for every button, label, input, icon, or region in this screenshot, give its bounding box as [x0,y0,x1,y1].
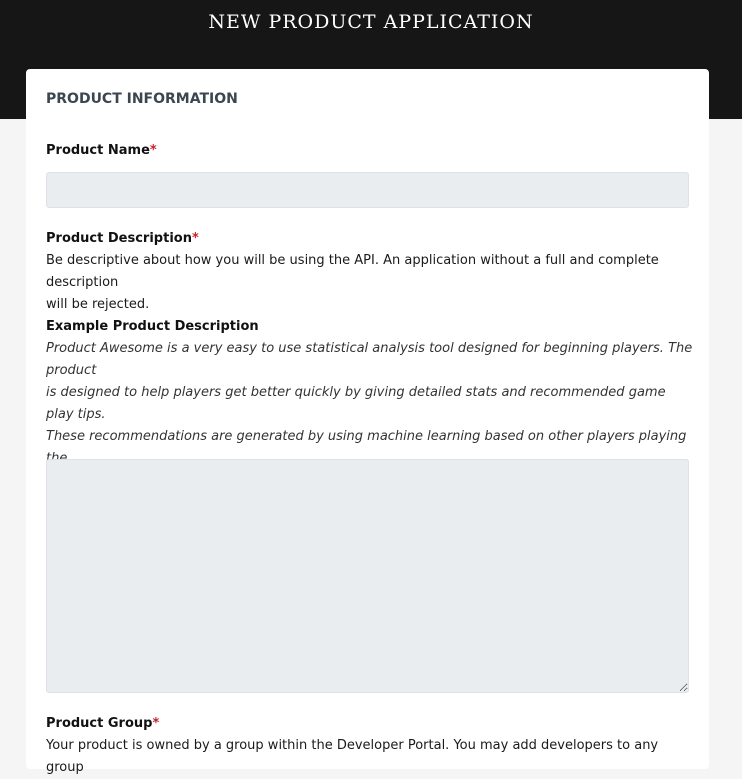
required-marker: * [152,716,160,731]
example-line: These recommendations are generated by using machine learning based on other players playing [46,429,687,444]
product-name-label-text: Product Name [46,143,150,158]
product-name-label [46,142,157,160]
required-marker: * [191,231,199,246]
example-line: Product Awesome is a very easy to use statistical analysis tool designed for beginning players. The product [46,341,693,378]
product-form-card [26,69,709,775]
product-name-input[interactable] [46,172,689,208]
section-title: PRODUCT INFORMATION [46,91,238,107]
product-description-label [46,230,199,248]
product-group-label-text: Product Group [46,716,153,731]
product-description-textarea[interactable] [46,459,689,693]
help-line: will be rejected. [46,297,150,312]
product-description-label-text: Product Description [46,231,192,246]
page-title: NEW PRODUCT APPLICATION [208,11,534,33]
product-group-help [46,735,696,779]
example-line: is designed to help players get better quickly by giving detailed stats and recommended game play tips. [46,385,666,422]
product-group-label [46,715,159,733]
required-marker: * [149,143,157,158]
help-line: Be descriptive about how you will be using the API. An application without a full and complete description [46,253,659,290]
help-line: Your product is owned by a group within the Developer Portal. You may add developers to any group [46,738,659,775]
product-description-help [46,250,696,316]
example-description-label: Example Product Description [46,319,259,334]
